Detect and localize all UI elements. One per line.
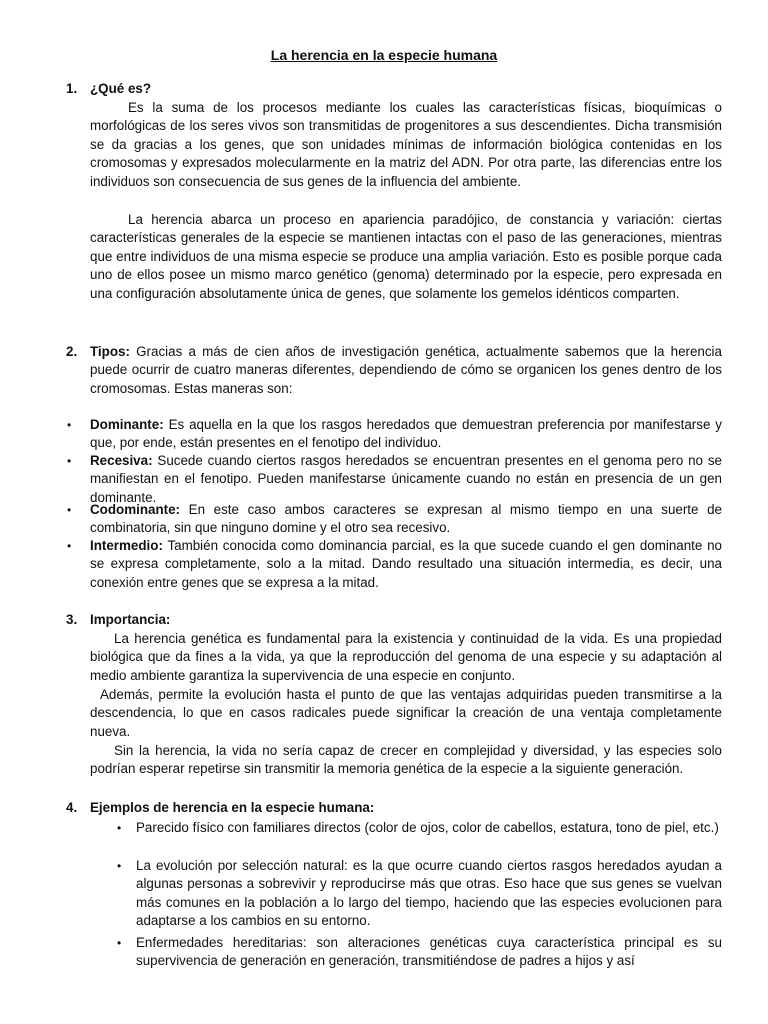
section-3-paragraph-2: Además, permite la evolución hasta el punto de que las ventajas adquiridas pueden transmitirse a la descendencia, lo que en casos radicales puede significar la creación de una ventaja completamente nueva. xyxy=(90,687,722,739)
bullet-glyph: • xyxy=(117,821,122,835)
bullet-glyph: • xyxy=(117,859,122,873)
list-item-text: Sucede cuando ciertos rasgos heredados se encuentran presentes en el genoma pero no se manifiestan en el fenotipo. Pueden manifestarse únicamente cuando no están en presencia de un gen dominante. xyxy=(90,453,722,505)
list-item-dominante xyxy=(90,416,722,453)
section-1-paragraph-2: La herencia abarca un proceso en apariencia paradójico, de constancia y variación: ciertas características generales de la especie se mantienen intactas con el paso de las generaciones, mientras que entre individuos de una misma especie se produce una amplia variación. Esto es posible porque cada uno de ellos posee un mismo marco genético (genoma) determinado por la especie, pero expresada en una configuración absolutamente única de genes, que solamente los gemelos idénticos comparten. xyxy=(90,212,722,301)
list-item-term: Recesiva: xyxy=(90,453,153,468)
bullet-glyph: • xyxy=(117,936,122,950)
section-3-number: 3. xyxy=(66,612,78,627)
bullet-glyph: • xyxy=(67,539,72,553)
bullet-glyph: • xyxy=(67,503,72,517)
list-item-text: Es aquella en la que los rasgos heredados que demuestran preferencia por manifestarse y que, por ende, están presentes en el fenotipo del individuo. xyxy=(90,417,722,451)
section-2-heading: Tipos: xyxy=(90,344,130,359)
list-item-recesiva xyxy=(90,452,722,507)
list-item-term: Intermedio: xyxy=(90,538,163,553)
list-item-example-2: La evolución por selección natural: es la que ocurre cuando ciertos rasgos heredados ayudan a algunas personas a sobrevivir y reproducirse más que otras. Eso hace que sus genes se vuelvan más comunes en la población a lo largo del tiempo, haciendo que las especies evolucionen para adaptarse a los cambios en su entorno. xyxy=(136,858,722,929)
list-item-text: También conocida como dominancia parcial, es la que sucede cuando el gen dominante no se expresa completamente, solo a la mitad. Dando resultado una situación intermedia, es decir, una conexión entre genes que se expresa a la mitad. xyxy=(90,538,722,590)
document-title: La herencia en la especie humana xyxy=(270,47,498,63)
list-item-example-3: Enfermedades hereditarias: son alteraciones genéticas cuya característica principal es su supervivencia de generación en generación, transmitiéndose de padres a hijos y así xyxy=(136,935,722,969)
section-1-number: 1. xyxy=(66,81,78,96)
section-3-heading: Importancia: xyxy=(90,612,171,627)
section-4-heading: Ejemplos de herencia en la especie humana: xyxy=(90,800,375,815)
list-item-text: En este caso ambos caracteres se expresan al mismo tiempo en una suerte de combinatoria, sin que ninguno domine y el otro sea recesivo. xyxy=(90,502,722,536)
list-item-intermedio xyxy=(90,537,722,592)
list-item-term: Codominante: xyxy=(90,502,181,517)
section-4-number: 4. xyxy=(66,800,78,815)
section-3-paragraph-3: Sin la herencia, la vida no sería capaz de crecer en complejidad y diversidad, y las especies solo podrían esperar repetirse sin transmitir la memoria genética de la especie a la siguiente generación. xyxy=(90,743,722,777)
list-item-example-1: Parecido físico con familiares directos (color de ojos, color de cabellos, estatura, tono de piel, etc.) xyxy=(136,820,719,835)
section-2-intro-block xyxy=(90,343,722,398)
section-1-paragraph-1: Es la suma de los procesos mediante los cuales las características físicas, bioquímicas o morfológicas de los seres vivos son transmitidas de progenitores a sus descendientes. Dicha transmisión se da gracias a los genes, que son unidades mínimas de información biológica contenidas en los cromosomas y expresados molecularmente en la matriz del ADN. Por otra parte, las diferencias entre los individuos son consecuencia de sus genes de la influencia del ambiente. xyxy=(90,100,722,189)
section-2-number: 2. xyxy=(66,344,78,359)
list-item-codominante xyxy=(90,501,722,538)
section-1-heading: ¿Qué es? xyxy=(90,81,152,96)
bullet-glyph: • xyxy=(67,418,72,432)
list-item-term: Dominante: xyxy=(90,417,164,432)
bullet-glyph: • xyxy=(67,454,72,468)
section-3-paragraph-1: La herencia genética es fundamental para la existencia y continuidad de la vida. Es una propiedad biológica que da fines a la vida, ya que la reproducción del genoma de una especie y su adaptación al medio ambiente garantiza la supervivencia de una especie en conjunto. xyxy=(90,631,722,683)
section-2-intro: Gracias a más de cien años de investigación genética, actualmente sabemos que la herencia puede ocurrir de cuatro maneras diferentes, dependiendo de cómo se organicen los genes dentro de los cromosomas. Estas maneras son: xyxy=(90,344,722,396)
